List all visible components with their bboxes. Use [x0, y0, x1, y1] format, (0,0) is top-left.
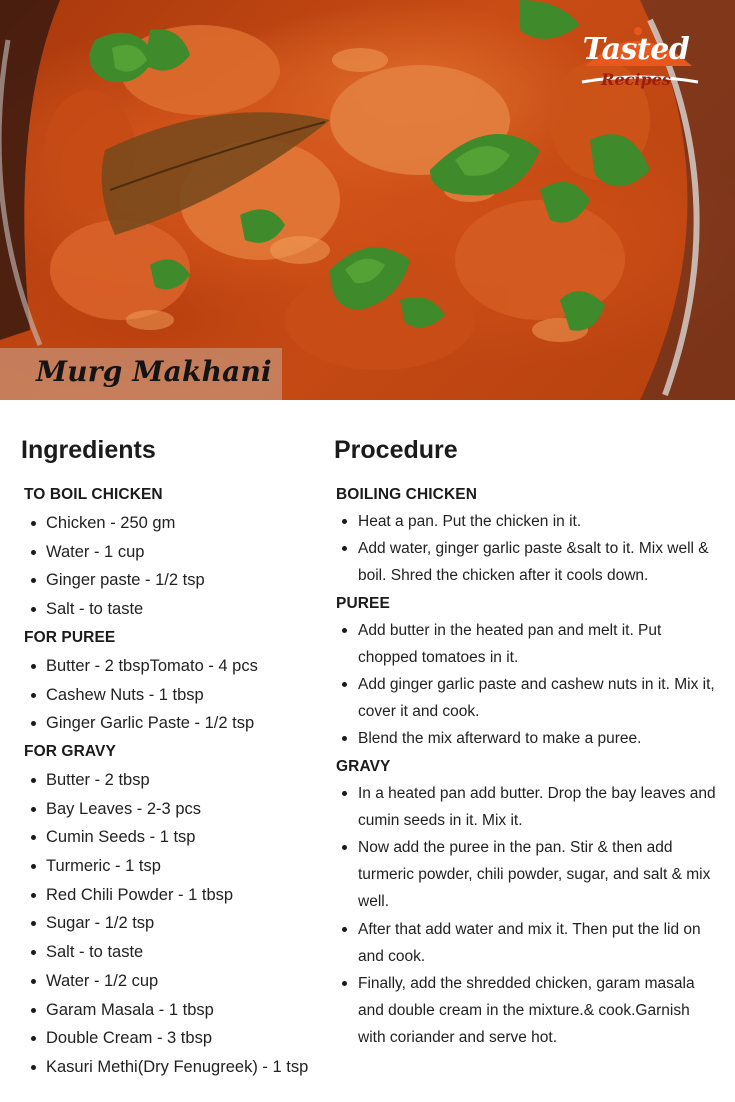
procedure-section-boiling-chicken	[336, 481, 716, 590]
ingredient-section-boil-chicken	[22, 481, 327, 624]
section-title: BOILING CHICKEN	[336, 486, 477, 503]
ingredient-item: Bay Leaves - 2-3 pcs	[22, 795, 327, 824]
ingredient-item: Turmeric - 1 tsp	[22, 852, 327, 881]
dish-photo	[0, 0, 735, 400]
ingredient-item: Ginger paste - 1/2 tsp	[22, 566, 327, 595]
ingredient-item: Double Cream - 3 tbsp	[22, 1024, 327, 1053]
ingredient-list	[22, 652, 327, 738]
procedure-heading: Procedure	[334, 436, 458, 464]
procedure-step: Add water, ginger garlic paste &salt to it. Mix well & boil. Shred the chicken after it cools down.	[336, 535, 716, 589]
ingredient-item: Water - 1/2 cup	[22, 967, 327, 996]
ingredient-section-puree	[22, 624, 327, 738]
procedure-step: Blend the mix afterward to make a puree.	[336, 725, 716, 752]
procedure-section-gravy	[336, 753, 716, 1052]
ingredient-list	[22, 509, 327, 624]
ingredients-heading: Ingredients	[21, 436, 156, 464]
ingredient-item: Kasuri Methi(Dry Fenugreek) - 1 tsp	[22, 1053, 327, 1082]
section-title: PUREE	[336, 594, 390, 612]
procedure-step: Add ginger garlic paste and cashew nuts in it. Mix it, cover it and cook.	[336, 671, 716, 725]
ingredient-item: Butter - 2 tbspTomato - 4 pcs	[22, 652, 327, 681]
procedure-step: Finally, add the shredded chicken, garam masala and double cream in the mixture.& cook.Garnish with coriander and serve hot.	[336, 970, 716, 1052]
procedure-step: Now add the puree in the pan. Stir & then add turmeric powder, chili powder, sugar, and salt & mix well.	[336, 834, 716, 916]
dish-title: Murg Makhani	[36, 355, 272, 388]
ingredient-item: Sugar - 1/2 tsp	[22, 909, 327, 938]
ingredient-item: Red Chili Powder - 1 tbsp	[22, 881, 327, 910]
ingredient-item: Cashew Nuts - 1 tbsp	[22, 681, 327, 710]
ingredient-item: Butter - 2 tbsp	[22, 766, 327, 795]
ingredient-item: Chicken - 250 gm	[22, 509, 327, 538]
procedure-step: Heat a pan. Put the chicken in it.	[336, 508, 716, 535]
ingredient-list	[22, 766, 327, 1082]
ingredient-item: Garam Masala - 1 tbsp	[22, 996, 327, 1025]
procedure-section-puree	[336, 590, 716, 753]
section-title: FOR GRAVY	[24, 742, 116, 760]
procedure-step: In a heated pan add butter. Drop the bay leaves and cumin seeds in it. Mix it.	[336, 780, 716, 834]
section-title: FOR PUREE	[24, 628, 116, 646]
procedure-column	[336, 436, 716, 1052]
procedure-step: After that add water and mix it. Then put the lid on and cook.	[336, 916, 716, 970]
section-title: GRAVY	[336, 757, 391, 775]
ingredient-item: Ginger Garlic Paste - 1/2 tsp	[22, 709, 327, 738]
step-list	[336, 617, 716, 753]
procedure-step: Add butter in the heated pan and melt it. Put chopped tomatoes in it.	[336, 617, 716, 671]
section-title: TO BOIL CHICKEN	[24, 486, 163, 503]
step-list	[336, 780, 716, 1052]
tasted-recipes-logo	[580, 26, 704, 104]
ingredient-section-gravy	[22, 738, 327, 1082]
ingredient-item: Salt - to taste	[22, 595, 327, 624]
ingredients-column	[22, 436, 327, 1082]
ingredient-item: Cumin Seeds - 1 tsp	[22, 823, 327, 852]
logo-word: Tasted	[582, 32, 690, 67]
step-list	[336, 508, 716, 590]
ingredient-item: Salt - to taste	[22, 938, 327, 967]
logo-subtitle: Recipes	[601, 70, 671, 89]
ingredient-item: Water - 1 cup	[22, 538, 327, 567]
